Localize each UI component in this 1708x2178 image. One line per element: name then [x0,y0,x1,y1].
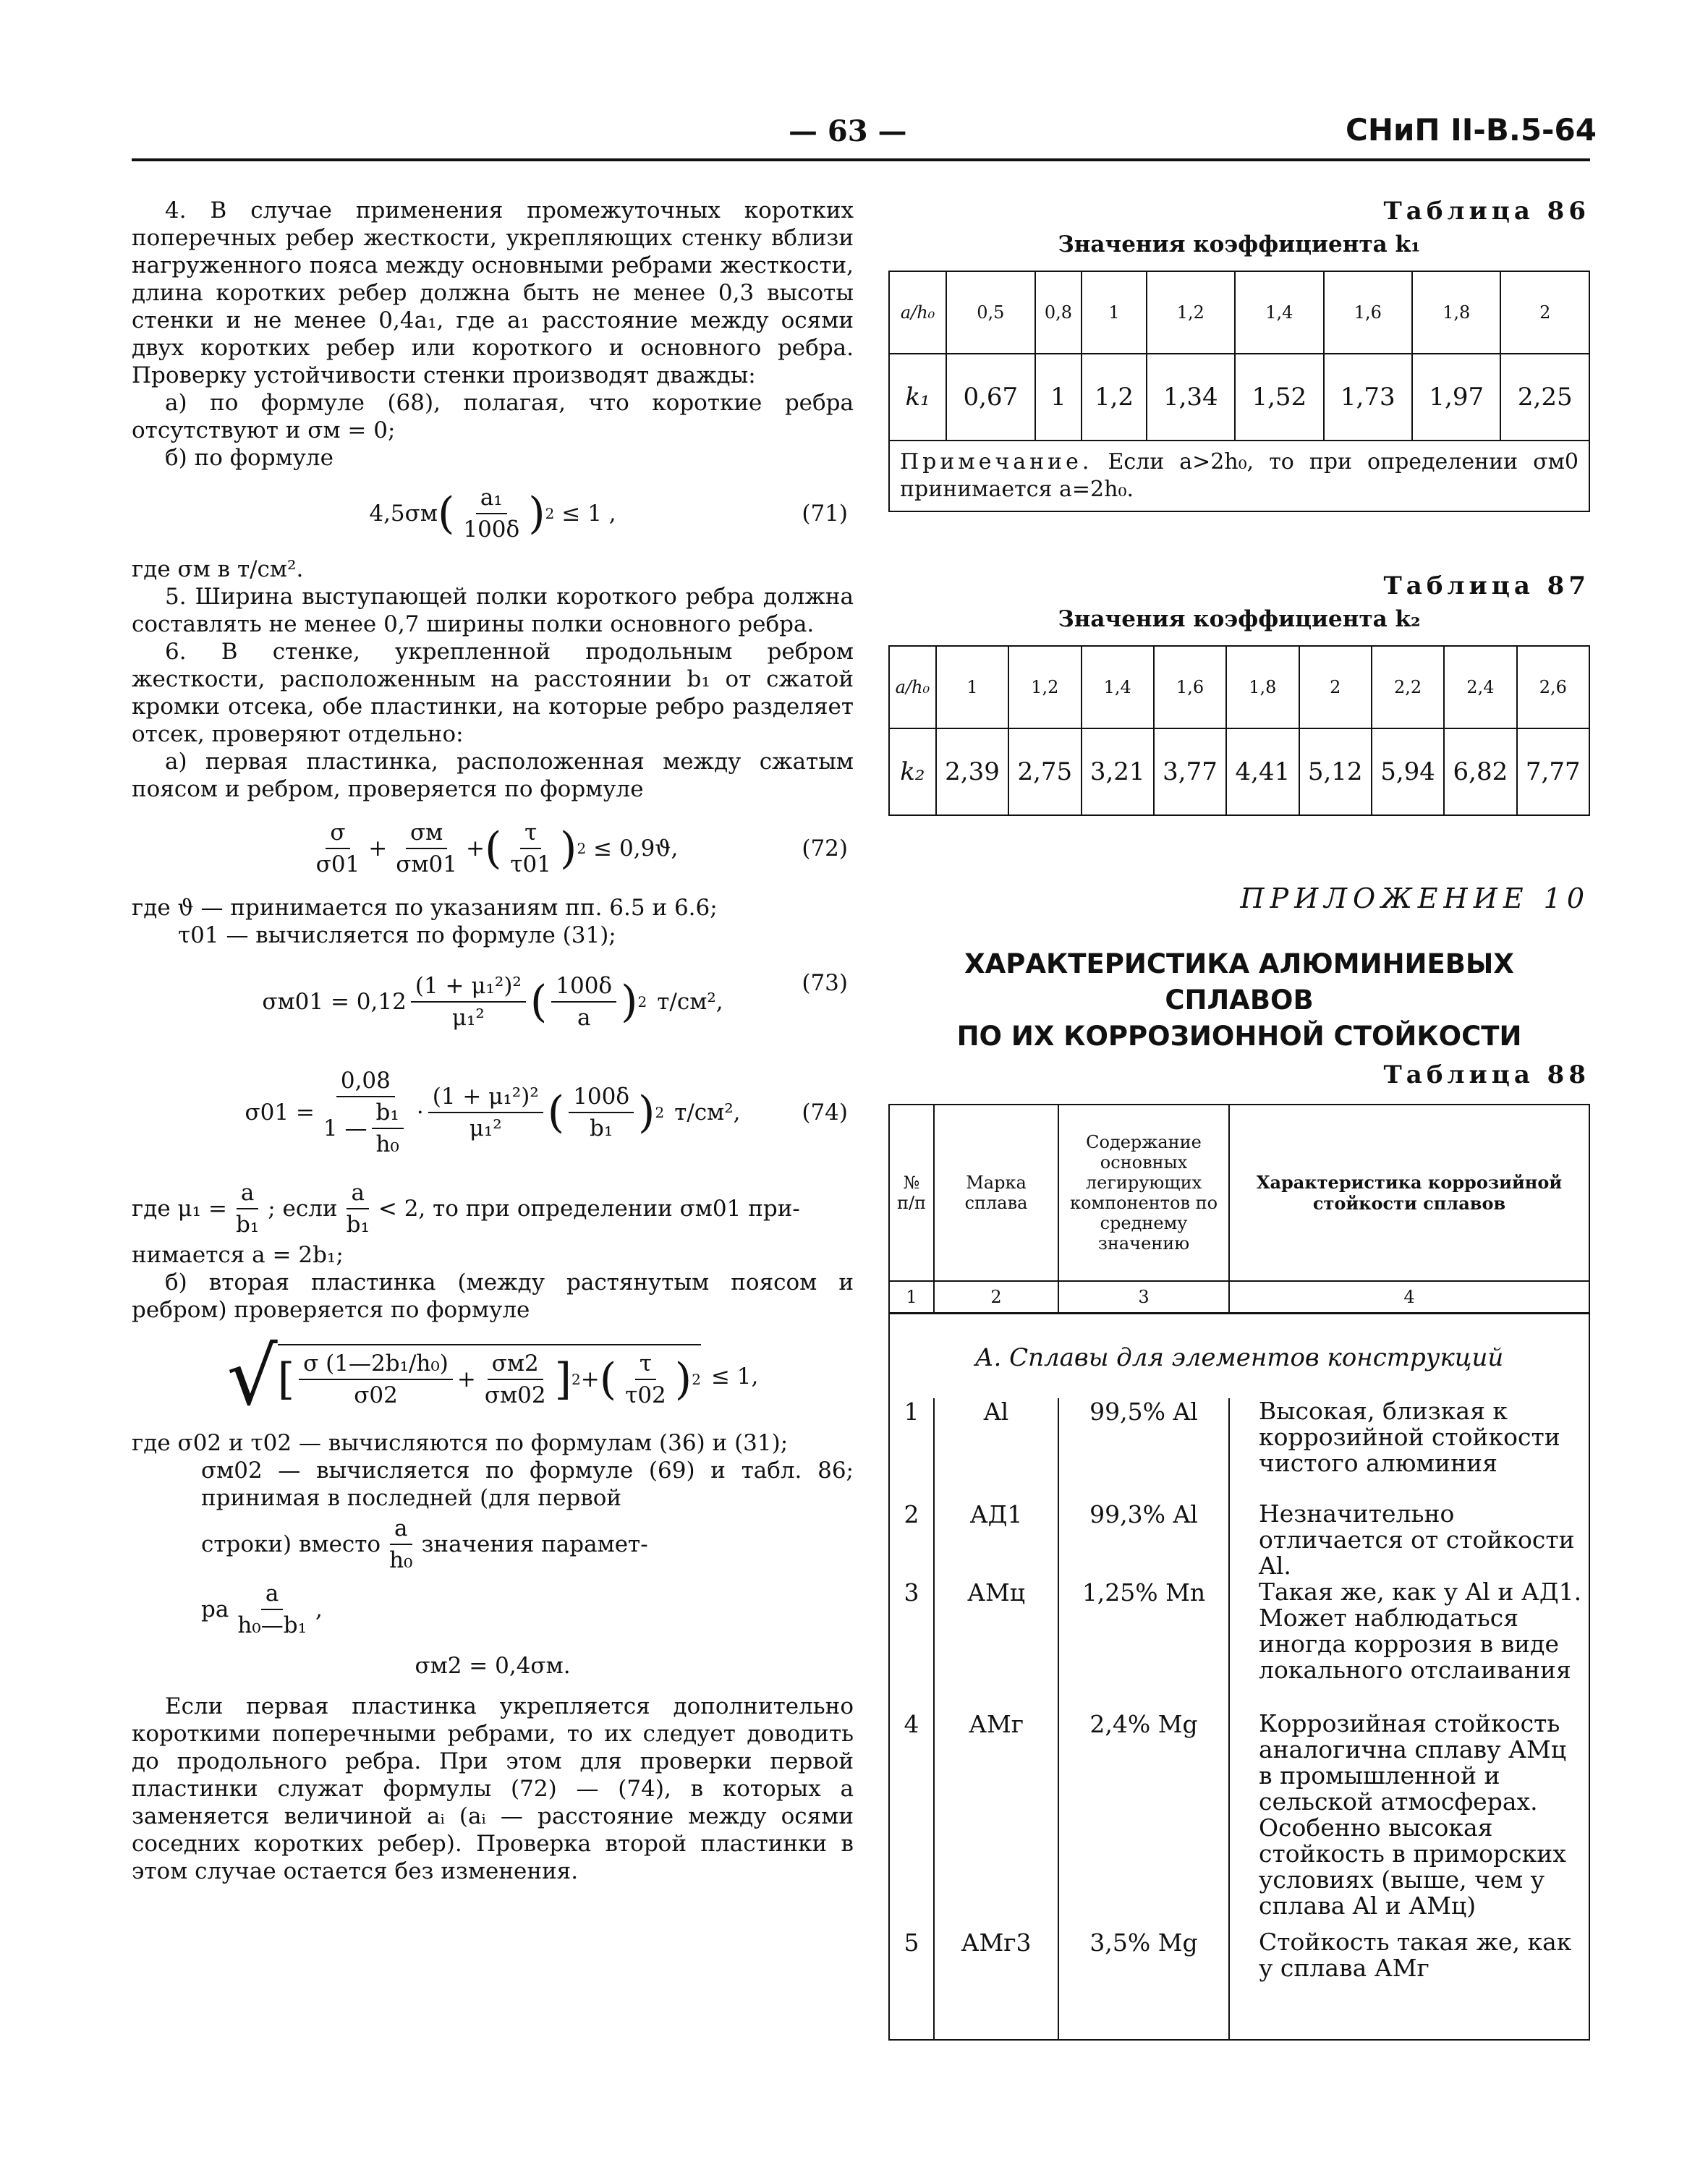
table-cell: 5,12 [1299,728,1372,815]
where-mu [132,1176,854,1241]
f73-p-num: 100δ [551,972,616,1003]
table-cell: k₂ [889,728,936,815]
table-cell: Коррозийная стойкость аналогична сплаву АМц в промышленной и сельской атмосферах. Особенно высокая стойкость в приморских условиях (выше, чем у сплава Al и АМц) [1229,1711,1589,1929]
paragraph-6: 6. В стенке, укрепленной продольным ребром жесткости, расположенным на расстоянии b₁ от сжатой кромки отсека, обе пластинки, на которые ребро разделяет отсек, проверяют отдельно: [132,639,854,747]
paragraph-5: 5. Ширина выступающей полки короткого ребра должна составлять не менее 0,7 ширины полки основного ребра. [132,584,854,637]
table-cell: 3,77 [1154,728,1226,815]
f75-tail: ≤ 1, [710,1364,759,1390]
p8c-tail: значения парамет- [421,1531,648,1557]
table-cell: Незначительно отличается от стойкости Al. [1229,1501,1589,1579]
note-label: Примечание. [900,449,1093,475]
f71-tail: ≤ 1 , [561,501,616,527]
f74-unit: т/см², [674,1099,741,1126]
table-88-caption: Таблица 88 [1383,1060,1590,1089]
fraction [480,1350,551,1409]
table-87-caption: Таблица 87 [1383,571,1590,600]
table-88 [888,1104,1590,2041]
table-cell: 2,4 [1444,646,1516,728]
table-cell: 2,39 [936,728,1008,815]
table-cell: 2 [1500,271,1589,354]
where-tau01: τ01 — вычисляется по формуле (31); [178,922,616,948]
formula-number: (74) [802,1099,848,1126]
table-row [889,1501,1589,1579]
table-86-caption: Таблица 86 [1383,197,1590,226]
table-cell: 1,73 [1324,354,1412,441]
table-cell: 1,8 [1226,646,1299,728]
f75-a-den: σ02 [354,1382,398,1408]
p8c-lead: строки) вместо [201,1531,381,1557]
appendix-title-line-2: ПО ИХ КОРРОЗИОННОЙ СТОЙКОСТИ [956,1021,1522,1052]
table-87 [888,645,1590,816]
table-cell: 1,52 [1235,354,1323,441]
fraction [312,819,365,878]
appendix-block [888,882,1590,2041]
table-87-title: Значения коэффициента k₂ [1058,606,1421,632]
table-cell: 1 [889,1398,934,1501]
p6-mid: ; если [268,1196,338,1222]
f75-c-num: τ [635,1350,656,1380]
formula-number: (72) [802,835,848,862]
table-cell: Такая же, как у Al и АД1. Может наблюдаться иногда коррозия в виде локального отслаивания [1229,1579,1589,1711]
table-86-note [888,441,1590,512]
header-cell: Характеристика коррозийной стойкости сплавов [1229,1105,1589,1281]
fraction [411,972,526,1031]
f71-lead: 4,5σм [369,501,438,527]
table-cell: 3 [889,1579,934,1711]
f74-b-num: (1 + μ₁²)² [428,1083,543,1113]
table-cell: 2,4% Mg [1058,1711,1229,1929]
table-cell: 2 [889,1501,934,1579]
paragraph-4: 4. В случае применения промежуточных коротких поперечных ребер жесткости, укрепляющих стенку вблизи нагруженного пояса между основными ребрами жесткости, длина коротких ребер должна быть не менее 0,3 высоты стенки и не менее 0,4a₁, где a₁ расстояние между осями двух коротких ребер или короткого и основного ребра. Проверку устойчивости стенки производят дважды: [132,197,854,388]
fraction [233,1580,311,1639]
p8d-lead: ра [201,1596,229,1622]
table-86 [888,271,1590,441]
paragraph-4a: а) по формуле (68), полагая, что короткие ребра отсутствуют и σм = 0; [132,390,854,443]
fraction [506,819,556,878]
f73-num: (1 + μ₁²)² [411,972,526,1003]
table-cell: АМг [934,1711,1058,1929]
table-cell: 99,3% Al [1058,1501,1229,1579]
table-cell: 1,8 [1412,271,1500,354]
note-text: Если a>2h₀, то при определении σм0 принимается a=2h₀. [900,449,1579,502]
paragraph-6a: а) первая пластинка, расположенная между сжатым поясом и ребром, проверяется по формуле [132,749,854,802]
table-cell: АМг3 [934,1929,1058,2040]
table-cell: 1,6 [1154,646,1226,728]
where-mu-cont: нимается a = 2b₁; [132,1242,344,1268]
f72-c-den: τ01 [510,851,552,877]
table-cell: 1,97 [1412,354,1500,441]
where-sigma02: где σ02 и τ02 — вычисляются по формулам (36) и (31); [132,1430,789,1456]
table-cell: 3 [1058,1281,1229,1314]
formula-75 [132,1330,854,1424]
table-cell: АД1 [934,1501,1058,1579]
table-cell: 2,25 [1500,354,1589,441]
f74-b-den: μ₁² [469,1115,502,1141]
f75-a-num: σ (1—2b₁/h₀) [299,1350,453,1380]
table-cell: 1,2 [1082,354,1146,441]
formula-73: σм01 = 0,12 $\frac{\text{(1 + μ₁²)²}}{\text{μ₁²}}$ ( $\frac{100\delta}{a}$ ) 2 т/см², (73) [262,970,848,1031]
f71-den: 100δ [463,516,520,543]
fraction [299,1350,453,1409]
f74-lead: σ01 = [245,1099,315,1126]
formula-74: σ01 = 0,08 1 — $\frac{\text{b₁}}{\text{h₀}}$ · $\frac{\text{(1 + μ₁²)²}}{\text{μ₁²}}$ ( $\frac{100\delta}{\text{b₁}}$ ) 2 т/см², (74) [245,1068,848,1157]
paragraph-4b: б) по формуле [165,445,333,471]
fraction [231,1179,263,1238]
f74-a-den-den: h₀ [375,1131,399,1157]
table-cell: 1,4 [1235,271,1323,354]
table-86-block [888,197,1590,512]
f72-b-den: σм01 [396,851,457,877]
table-cell: 5,94 [1372,728,1444,815]
fraction [428,1083,543,1142]
paren: ) [528,488,545,539]
f73-unit: т/см², [657,989,723,1015]
paren: ( [599,1354,617,1405]
f76: σм2 = 0,4σм. [415,1653,571,1679]
table-row [889,1711,1589,1929]
fraction-denominator [319,1097,412,1158]
fraction [569,1083,634,1142]
where-theta: где ϑ — принимается по указаниям пп. 6.5 и 6.6; [132,895,718,921]
header-cell: Содержание основных легирующих компонентов по среднему значению [1058,1105,1229,1281]
f73-lead: σм01 = 0,12 [262,989,407,1015]
table-cell: 2 [1299,646,1372,728]
table-cell: a/h₀ [889,271,946,354]
p6-lead: где μ₁ = [132,1196,227,1222]
sqrt-sign: √ [226,1330,278,1423]
bracket: ] [554,1354,572,1405]
p8c-den: h₀ [389,1547,413,1573]
appendix-title-line-1: ХАРАКТЕРИСТИКА АЛЮМИНИЕВЫХ СПЛАВОВ [964,948,1514,1016]
table-cell: Стойкость такая же, как у сплава АМг [1229,1929,1589,2040]
paragraph-final: Если первая пластинка укрепляется дополнительно короткими поперечными ребрами, то их следует доводить до продольного ребра. При этом для проверки первой пластинки служат формулы (72) — (74), в которых a заменяется величиной aᵢ (aᵢ — расстояние между осями соседних коротких ребер). Проверка второй пластинки в этом случае остается без изменения. [132,1693,854,1884]
table-row [889,1929,1589,2040]
section-heading: А. Сплавы для элементов конструкций [889,1314,1589,1399]
paragraph-units: где σм в т/см². [132,556,304,582]
appendix-label: ПРИЛОЖЕНИЕ 10 [1240,882,1590,914]
f72-c-num: τ [520,819,541,849]
paren: ( [547,1087,565,1138]
table-cell: 2 [934,1281,1058,1314]
f72-tail: ≤ 0,9ϑ, [593,835,679,862]
paren: ) [638,1087,655,1138]
f75-b-den: σм02 [484,1382,546,1408]
fraction [319,1067,412,1158]
p8d-den: h₀—b₁ [237,1612,307,1638]
section-row [889,1314,1589,1399]
f73-den: μ₁² [451,1005,485,1031]
table-row [889,1398,1589,1501]
table-cell: 3,5% Mg [1058,1929,1229,2040]
p6-tail: < 2, то при определении σм01 при- [378,1196,800,1222]
formula-number: (71) [802,501,848,527]
fraction [621,1350,671,1409]
table-cell: 4 [1229,1281,1589,1314]
table-cell: Al [934,1398,1058,1501]
table-header-row [889,1105,1589,1281]
header-rule [132,158,1590,161]
f75-c-den: τ02 [625,1382,666,1408]
table-cell: 7,77 [1517,728,1589,815]
table-cell: 2,6 [1517,646,1589,728]
table-cell: 1,25% Mn [1058,1579,1229,1711]
p6-f1-den: b₁ [235,1212,260,1238]
f71-num: a₁ [476,484,507,514]
paren: ) [621,977,638,1027]
bracket: [ [277,1354,295,1405]
f74-a-den-num: b₁ [372,1099,404,1129]
formula-71: 4,5σм ( $\frac{\text{a₁}}{100\delta}$ ) 2 ≤ 1 , (71) [369,485,848,543]
fraction [385,1515,417,1574]
f74-a-num: 0,08 [336,1067,395,1097]
fraction [371,1099,403,1158]
table-87-block [888,571,1590,816]
fraction [551,972,616,1031]
f74-p-den: b₁ [589,1115,613,1141]
where-sigmam02: σм02 — вычисляется по формуле (69) и табл. 86; принимая в последней (для первой [201,1458,854,1511]
p6-f1-num: a [237,1179,258,1209]
header-cell: № п/п [889,1105,934,1281]
table-cell: 0,67 [946,354,1034,441]
formula-sigma-m2 [132,1648,854,1684]
table-cell: 4 [889,1711,934,1929]
table-cell: 99,5% Al [1058,1398,1229,1501]
table-cell: 6,82 [1444,728,1516,815]
table-86-title: Значения коэффициента k₁ [1058,231,1421,258]
paren: ( [437,488,455,539]
table-cell: 0,8 [1035,271,1082,354]
f74-a-den-lead: 1 — [323,1115,367,1141]
table-cell: 1,6 [1324,271,1412,354]
table-cell: АМц [934,1579,1058,1711]
paren: ) [560,823,577,874]
document-code: СНиП II-В.5-64 [1346,112,1597,148]
header-cell: Марка сплава [934,1105,1058,1281]
table-cell: 1 [889,1281,934,1314]
table-cell: 1 [1082,271,1146,354]
table-row [889,646,1589,728]
f74-p-num: 100δ [569,1083,634,1113]
table-cell: 2,75 [1008,728,1081,815]
table-cell: 1,4 [1082,646,1154,728]
formula-number: (73) [802,970,848,996]
table-cell: 1,34 [1147,354,1235,441]
left-column [132,197,854,1885]
table-row [889,354,1589,441]
p6-f2-num: a [347,1179,368,1209]
table-cell: 2,2 [1372,646,1444,728]
table-cell: 0,5 [946,271,1034,354]
p8c-num: a [390,1515,412,1545]
sqrt-body: [ $\frac{\text{σ (1—2b₁/h₀)}}{\sigma 02}$ + $\frac{\sigma м2}{\sigma м02}$ ] 2 + ( $\frac{\tau}{\tau 02}$ ) 2 [278,1344,701,1409]
parameter [132,1577,854,1642]
table-cell: 1 [1035,354,1082,441]
column-number-row [889,1281,1589,1314]
f72-b-num: σм [406,819,447,849]
p6-f2-den: b₁ [346,1212,370,1238]
table-cell: 4,41 [1226,728,1299,815]
fraction [391,819,462,878]
table-row [889,728,1589,815]
table-cell: Высокая, близкая к коррозийной стойкости чистого алюминия [1229,1398,1589,1501]
instead-of [132,1512,854,1577]
table-cell: 1 [936,646,1008,728]
paren: ( [484,823,502,874]
paragraph-6b: б) вторая пластинка (между растянутым поясом и ребром) проверяется по формуле [132,1269,854,1323]
f72-a-num: σ [326,819,349,849]
paren: ( [530,977,548,1027]
formula-72: $\frac{\sigma}{\sigma 01}$ + $\frac{\sigma м}{\sigma м01}$ + ( $\frac{\tau}{\tau 01}$ ) 2 ≤ 0,9ϑ, (72) [132,809,854,888]
f75-b-num: σм2 [488,1350,543,1380]
f72-a-den: σ01 [315,851,360,877]
fraction [459,484,524,543]
page-number: — 63 — [789,114,907,148]
table-cell: a/h₀ [889,646,936,728]
paren: ) [674,1354,692,1405]
table-cell: k₁ [889,354,946,441]
p8d-tail: , [315,1596,323,1622]
table-cell: 1,2 [1147,271,1235,354]
table-row [889,271,1589,354]
f73-p-den: a [577,1005,591,1031]
fraction [342,1179,374,1238]
p8d-num: a [261,1580,283,1610]
table-cell: 1,2 [1008,646,1081,728]
table-cell: 3,21 [1082,728,1154,815]
table-cell: 5 [889,1929,934,2040]
table-row [889,1579,1589,1711]
